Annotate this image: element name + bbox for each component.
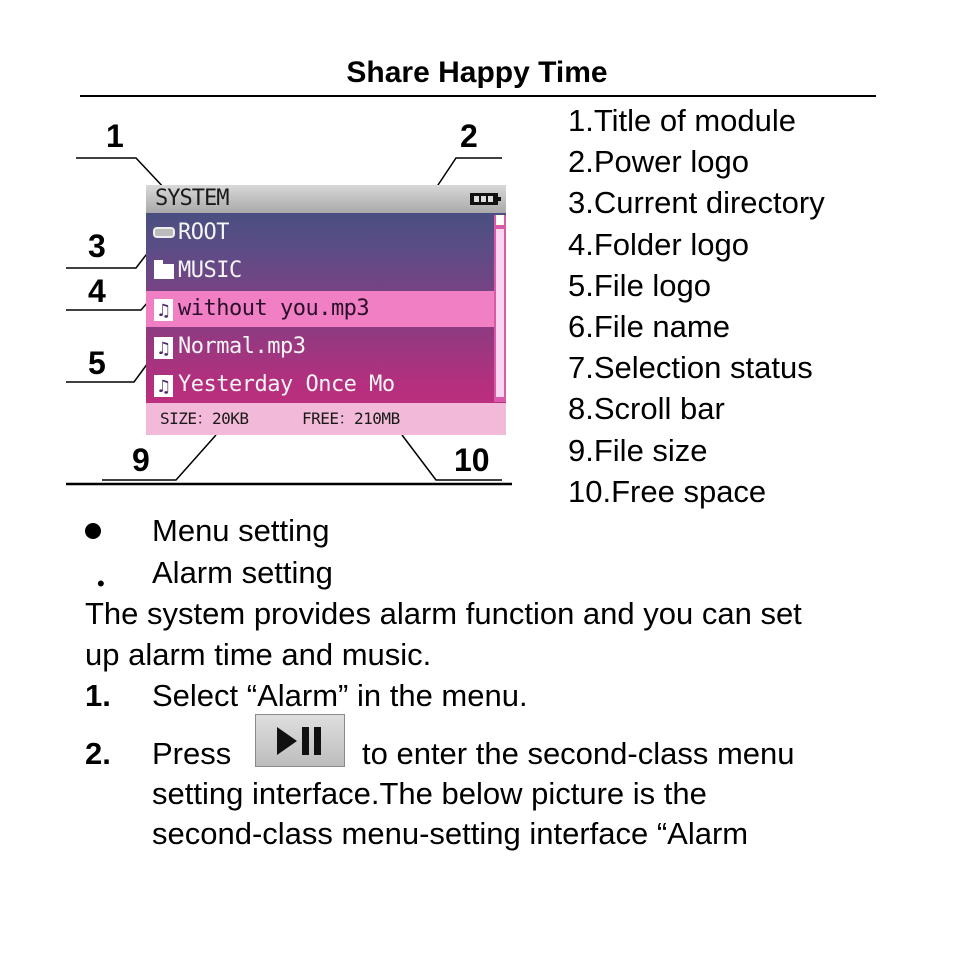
legend-item: 2.Power logo <box>568 144 749 180</box>
folder-icon <box>154 264 174 279</box>
list-item[interactable] <box>146 215 494 251</box>
legend-list <box>568 100 825 512</box>
callout-number: 2 <box>460 118 478 154</box>
step-text: Press <box>152 736 232 771</box>
bullet-dot <box>85 520 103 538</box>
legend-item: 10.Free space <box>568 473 767 509</box>
module-title: SYSTEM <box>155 186 229 211</box>
scroll-thumb[interactable] <box>496 229 504 397</box>
music-file-icon <box>154 337 173 359</box>
page-title: Share Happy Time <box>346 56 608 89</box>
callout-number: 5 <box>88 345 106 381</box>
legend-item: 6.File name <box>568 309 730 345</box>
list-item[interactable] <box>146 367 494 403</box>
legend-item: 8.Scroll bar <box>568 391 725 427</box>
music-file-icon <box>154 299 173 321</box>
status-footer <box>146 403 506 435</box>
device-screen-figure <box>66 110 512 490</box>
list-item[interactable] <box>146 329 494 365</box>
step-text: setting interface.The below picture is the <box>152 776 707 811</box>
paragraph-line: up alarm time and music. <box>85 637 432 672</box>
callout-number: 4 <box>88 273 106 309</box>
paragraph-line: The system provides alarm function and you can set <box>85 596 802 631</box>
legend-item: 1.Title of module <box>568 103 797 138</box>
step-text: to enter the second-class menu <box>362 736 795 771</box>
scroll-bar[interactable] <box>494 215 506 402</box>
music-file-icon <box>154 375 173 397</box>
folder-label: MUSIC <box>178 258 242 283</box>
bullet-marker: • <box>97 571 105 596</box>
header-divider <box>80 95 876 97</box>
step-text: Select “Alarm” in the menu. <box>152 678 528 713</box>
directory-label: ROOT <box>178 220 229 245</box>
play-pause-button[interactable] <box>255 714 345 767</box>
callout-number: 9 <box>132 442 150 478</box>
file-name: Yesterday Once Mo <box>178 372 395 397</box>
legend-item: 7.Selection status <box>568 350 813 386</box>
list-item[interactable] <box>146 253 494 289</box>
play-pause-icon <box>275 724 327 758</box>
step-text: second-class menu-setting interface “Alarm <box>152 816 749 851</box>
callout-number: 3 <box>88 228 106 264</box>
step-number: 2. <box>85 736 111 771</box>
battery-icon <box>470 193 498 205</box>
drive-icon <box>153 227 175 238</box>
step-number: 1. <box>85 678 111 713</box>
file-name: without you.mp3 <box>178 296 370 321</box>
scroll-cap <box>496 215 504 225</box>
bullet-text: Menu setting <box>152 513 330 548</box>
legend-item: 4.Folder logo <box>568 226 749 262</box>
module-title-bar <box>146 185 506 213</box>
list-item-selected[interactable] <box>146 291 494 327</box>
player-screen <box>146 185 506 435</box>
bullet-text: Alarm setting <box>152 555 333 590</box>
legend-item: 5.File logo <box>568 267 712 303</box>
legend-item: 9.File size <box>568 432 708 468</box>
callout-number: 1 <box>106 118 124 154</box>
legend-item: 3.Current directory <box>568 185 825 221</box>
file-size: SIZE：20KB <box>160 409 249 428</box>
free-space: FREE：210MB <box>302 409 400 428</box>
callout-number: 10 <box>454 442 490 478</box>
file-name: Normal.mp3 <box>178 334 306 359</box>
